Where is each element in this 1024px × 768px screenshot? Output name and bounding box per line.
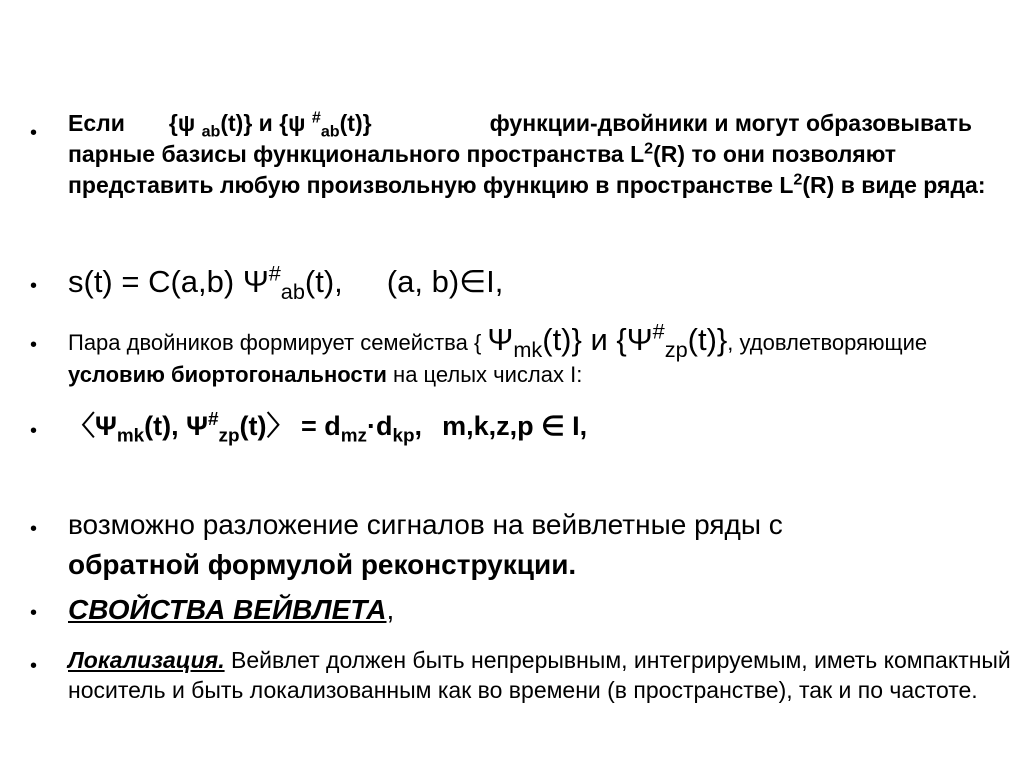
- section-heading: СВОЙСТВА ВЕЙВЛЕТА: [68, 594, 387, 625]
- bullet-text: Локализация. Вейвлет должен быть непрерывным, интегрируемым, иметь компактный носитель и быть локализованным как во времени (в пространстве), так и по частоте.: [68, 647, 1011, 703]
- bullet-marker: •: [30, 334, 38, 356]
- formula-series: s(t) = C(a,b) $\Psi^{\#}_{ab}(t)$, (a, b)∈I,: [68, 260, 504, 305]
- bullet-text: возможно разложение сигналов на вейвлетные ряды с обратной формулой реконструкции.: [68, 509, 783, 580]
- formula-psi-ab: {ψ $_{ab}$(t)}: [168, 110, 253, 141]
- bullet-marker: •: [30, 518, 38, 540]
- bullet-marker: •: [30, 655, 38, 677]
- description-text: функции-двойники и могут образовывать парные базисы функционального пространства $L^2(R)$ то они позволяют представить любую произвольную функцию в пространстве $L^2(R)$ в виде ряда:: [68, 110, 986, 198]
- bullet-marker: •: [30, 420, 38, 442]
- bullet-text: Если {ψ $_{ab}$(t)} и {ψ #$_{ab}$(t)} функции-двойники и могут образовывать парные базисы функционального пространства $L^2(R)$ то они позволяют представить любую произвольную функцию в пространстве $L^2(R)$ в виде ряда:: [68, 108, 986, 198]
- formula-families: $\Psi_{mk}(t)$} и $\{\Psi^{\#}_{zp}(t)\}$: [487, 318, 728, 363]
- formula-condition: (a, b)∈I,: [386, 264, 504, 299]
- bullet-text: Пара двойников формирует семейства { $\Psi_{mk}(t)$} и $\{\Psi^{\#}_{zp}(t)\}$, удовлетворяющие условию биортогональности на целых числах I:: [68, 318, 928, 387]
- intro-text: Если: [68, 110, 125, 136]
- formula-psi-dual-ab: {ψ #$_{ab}$(t)}: [279, 108, 372, 141]
- localization-term: Локализация.: [68, 647, 225, 673]
- bullet-text: СВОЙСТВА ВЕЙВЛЕТА,: [68, 594, 395, 625]
- bullet-marker: •: [30, 122, 38, 144]
- bullet-marker: •: [30, 275, 38, 297]
- biorthogonality-term: условию биортогональности: [68, 362, 387, 387]
- bullet-marker: •: [30, 602, 38, 624]
- formula-biorthogonality: 〈$\Psi_{mk}(t)$, $\Psi^{\#}_{zp}(t)$〉 = $d_{mz}\cdot d_{kp}$, m,k,z,p ∈ I,: [68, 409, 588, 447]
